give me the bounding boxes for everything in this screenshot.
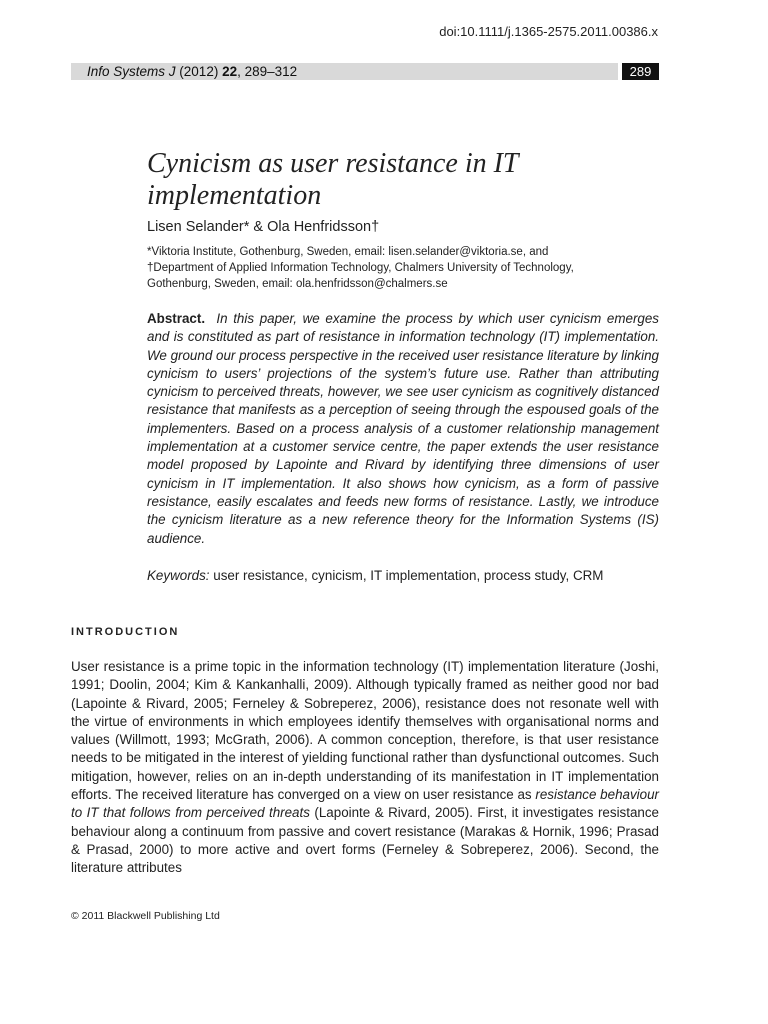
journal-volume: 22 [222,64,238,79]
body-text-part: (Lapointe & Rivard, 2005). First, it investigates resistance behaviour along a continuum from passive and covert resistance (Marakas & Hornik, 1996; Prasad & Prasad, 2000) to more active and overt forms (Ferneley & Sobreperez, 2006). Second, the literature attributes [71,805,659,876]
section-heading-introduction: INTRODUCTION [71,626,180,638]
affiliation-line: Gothenburg, Sweden, email: ola.henfridsson@chalmers.se [147,278,448,290]
body-text-italic: resistance behaviour to IT that follows from perceived threats [71,787,659,821]
journal-year: (2012) [179,64,219,79]
affiliation-line: †Department of Applied Information Technology, Chalmers University of Technology, [147,262,574,274]
author-list: Lisen Selander* & Ola Henfridsson† [147,219,380,235]
keywords [147,568,603,583]
abstract-text: In this paper, we examine the process by which user cynicism emerges and is constituted as part of resistance in information technology (IT) implementation. We ground our process perspective in the received user resistance literature by linking cynicism to users’ projections of the system’s future use. Rather than attributing cynicism to perceived threats, however, we see user cynicism as cognitively distanced resistance that manifests as a perception of seeing through the espoused goals of the implementers. Based on a process analysis of a customer relationship management implementation at a customer service centre, the paper extends the user resistance model proposed by Lapointe and Rivard by identifying three dimensions of user cynicism in IT implementation. It also shows how cynicism, as a form of passive resistance, easily escalates and feeds new forms of resistance. Lastly, we introduce the cynicism literature as a new reference theory for the Information Systems (IS) audience. [147,311,659,546]
body-text-part: User resistance is a prime topic in the information technology (IT) implementation literature (Joshi, 1991; Doolin, 2004; Kim & Kankanhalli, 2009). Although typically framed as neither good nor bad (Lapointe & Rivard, 2005; Ferneley & Sobreperez, 2006), resistance does not resonate well with the virtue of environments in which employees identify themselves with organisational norms and values (Willmott, 1993; McGrath, 2006). A common conception, therefore, is that user resistance needs to be mitigated in the interest of yielding functional rather than dysfunctional outcomes. Such mitigation, however, relies on an in-depth understanding of its manifestation in IT implementation efforts. The received literature has converged on a view on user resistance as [71,659,659,803]
doi-identifier[interactable]: doi:10.1111/j.1365-2575.2011.00386.x [439,24,658,39]
paper-title: Cynicism as user resistance in IT implementation [147,148,518,211]
abstract-label: Abstract. [147,311,206,326]
affiliation-line: *Viktoria Institute, Gothenburg, Sweden, email: lisen.selander@viktoria.se, and [147,246,549,258]
running-header [71,63,618,80]
journal-name: Info Systems J [87,64,176,79]
copyright-footer: © 2011 Blackwell Publishing Ltd [71,910,220,922]
journal-pages: , 289–312 [237,64,298,79]
page-number: 289 [622,63,659,80]
abstract [147,310,659,548]
keywords-label: Keywords: [147,568,210,583]
affiliations [147,244,637,292]
body-paragraph [71,658,659,878]
keywords-text: user resistance, cynicism, IT implementation, process study, CRM [213,568,604,583]
